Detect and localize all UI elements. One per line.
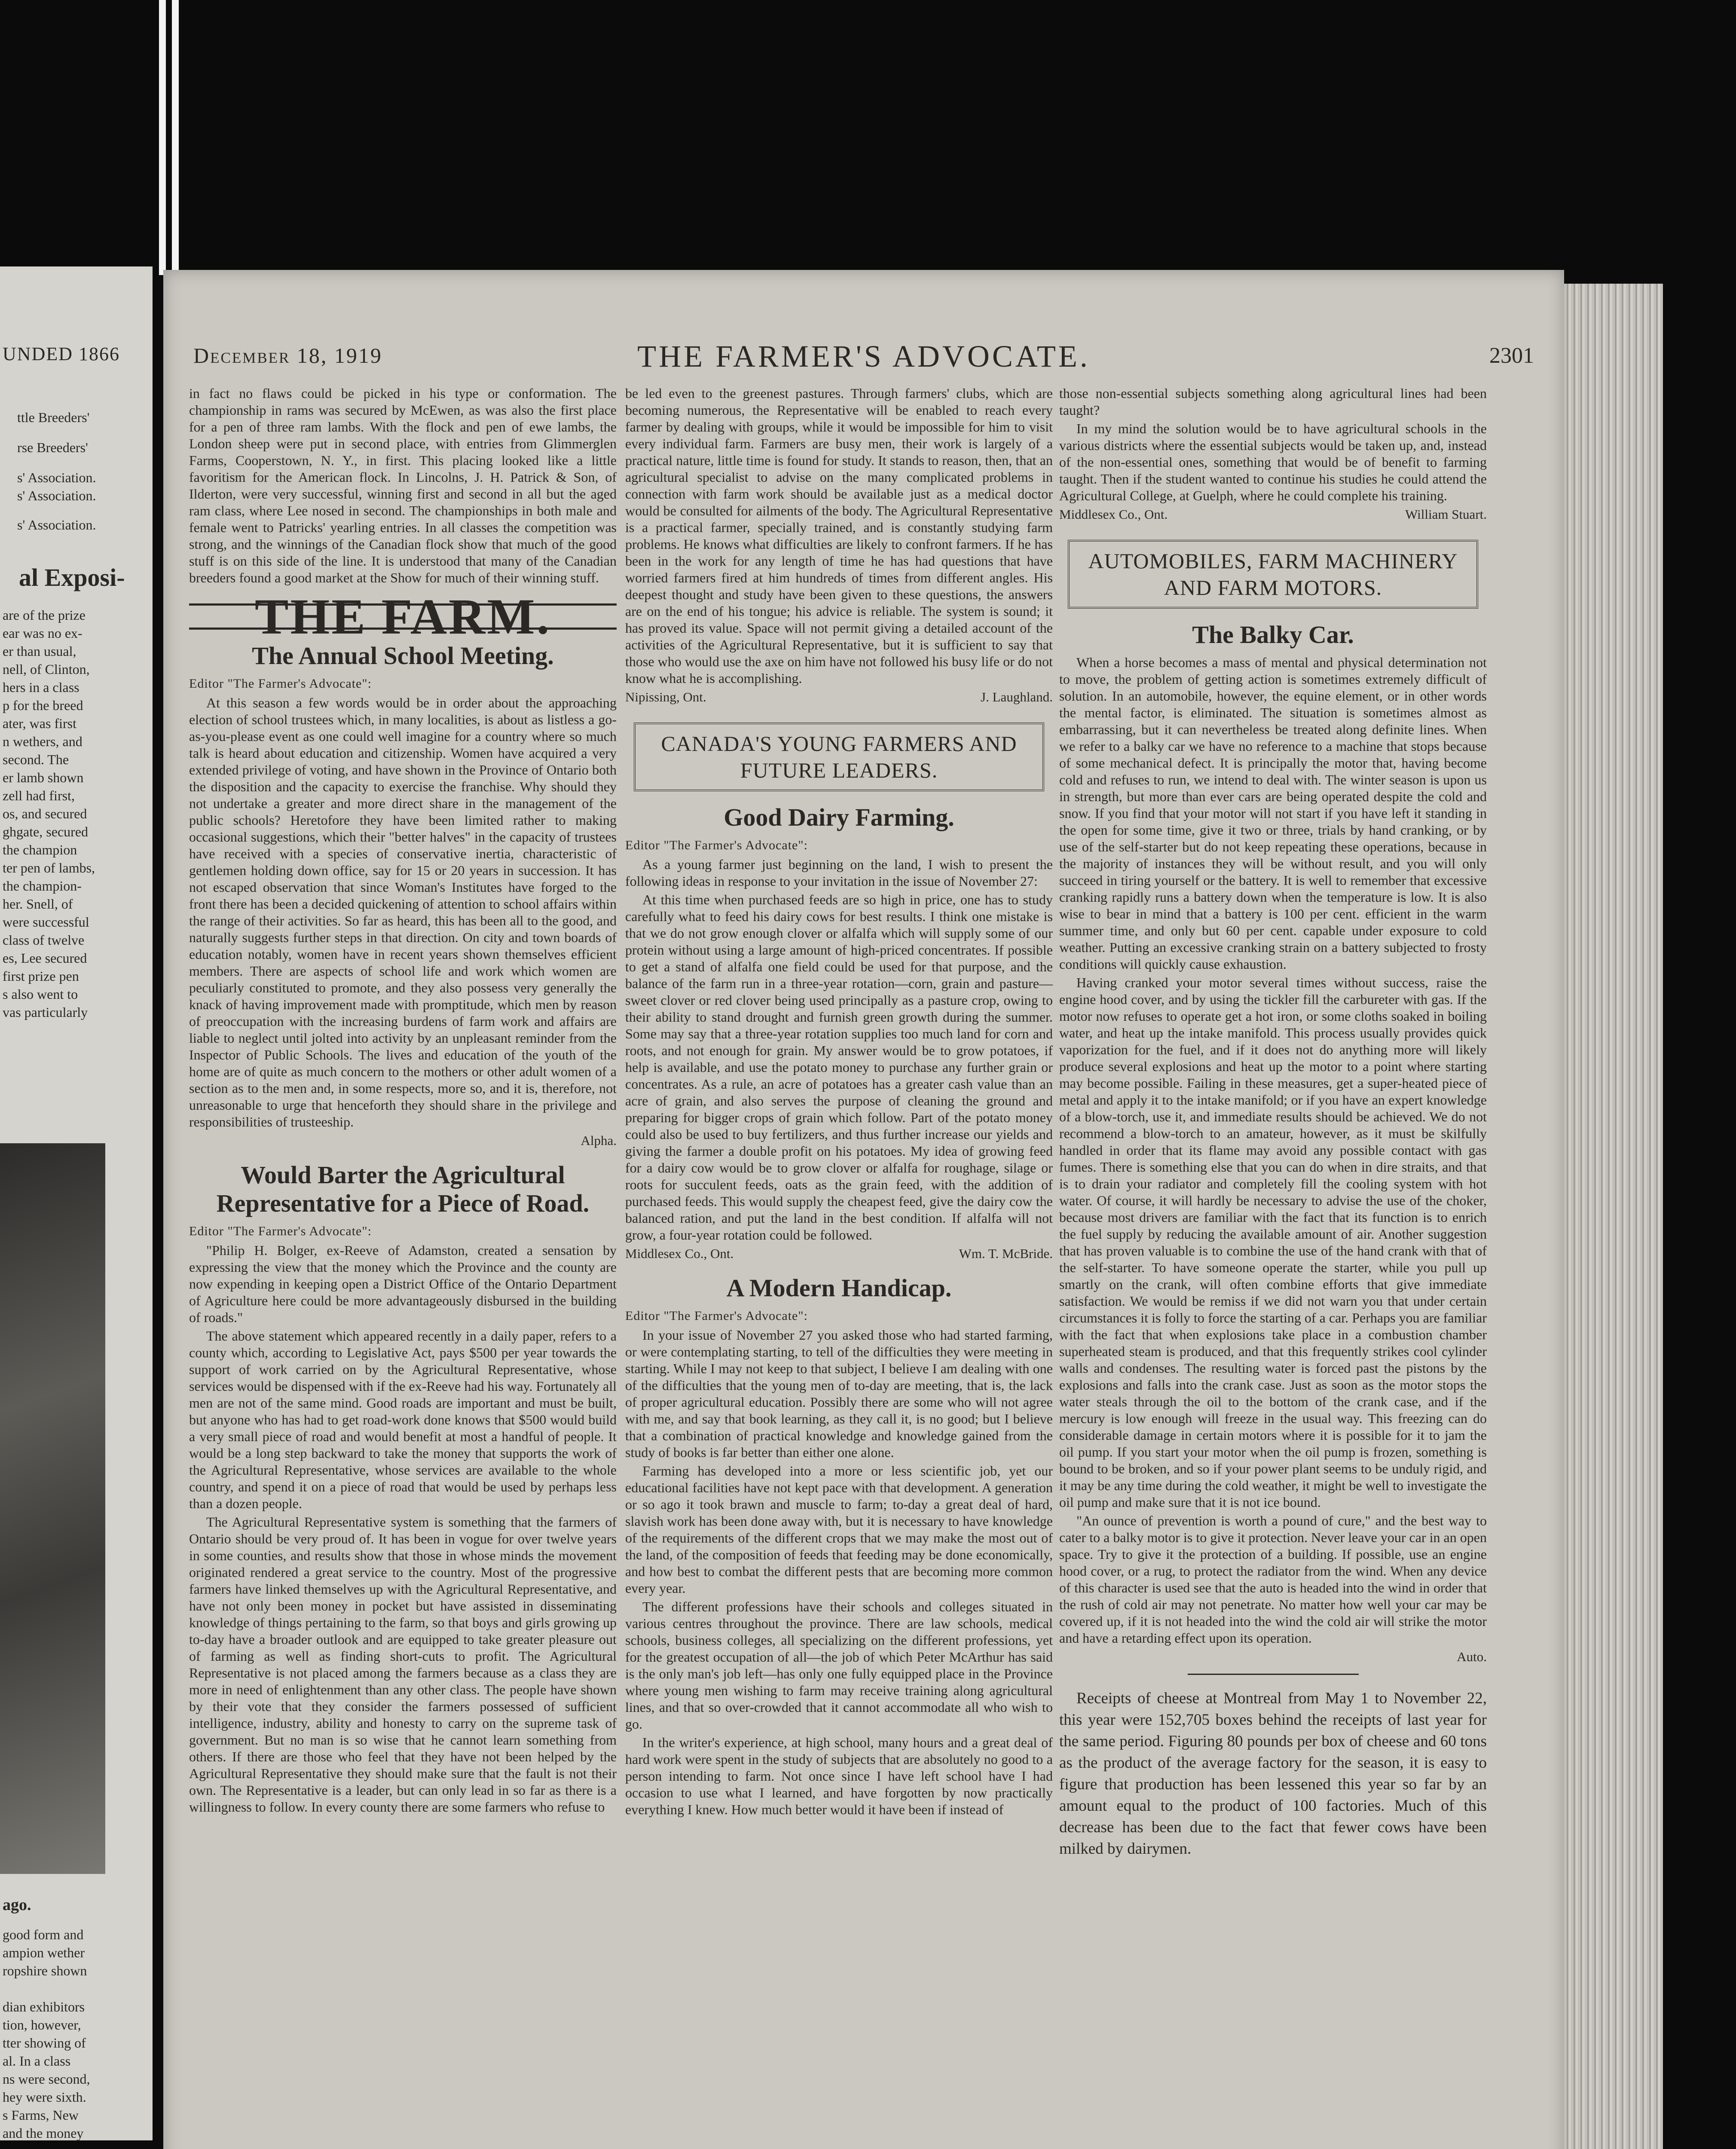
article-title: The Balky Car.	[1192, 621, 1354, 649]
fragment-line: s Farms, New	[3, 2107, 79, 2123]
page-header	[193, 339, 1534, 377]
fragment-line: ampion wether	[3, 1945, 85, 1960]
article-title: Would Barter the Agricultural Representative for a Piece of Road.	[216, 1161, 590, 1217]
signature	[189, 1132, 617, 1149]
continued-paragraph: In my mind the solution would be to have agricultural schools in the various districts where the essential subjects would be taken up, and, instead of the non-essential ones, something that would be of benefit to farming taught. Then if the student wanted to continue his studies he could attend the Agricultural College, at Guelph, where he could complete his training.	[1059, 421, 1487, 503]
fragment-line: the champion	[3, 842, 77, 857]
fragment-line: class of twelve	[3, 932, 85, 948]
article-paragraph: As a young farmer just beginning on the land, I wish to present the following ideas in response to your invitation in the issue of November 27:	[625, 857, 1053, 889]
fragment-line: s' Association.	[17, 517, 96, 533]
fragment-line: os, and secured	[3, 806, 87, 821]
fragment-line: second. The	[3, 752, 69, 767]
signature-place: Middlesex Co., Ont.	[1059, 507, 1168, 522]
fragment-line: were successful	[3, 914, 89, 930]
fragment-line: ghgate, secured	[3, 824, 89, 839]
fragment-line: vas particularly	[3, 1004, 88, 1020]
signature	[1059, 1648, 1487, 1665]
signature	[1059, 506, 1487, 523]
divider	[1188, 1674, 1359, 1675]
article-paragraph: When a horse becomes a mass of mental and physical determination not to move, the problem of getting action is sometimes extremely difficult of solution. In an automobile, however, the equine element, or in other words the mental factor, is eliminated. The situation is sometimes almost as embarrassing, but it can nevertheless be treated along definite lines. When we refer to a balky car we have no reference to a machine that stops because of some mechanical defect. It is principally the motor that, having become cold and refuses to run, we intend to deal with. The winter season is upon us in strength, but more than ever cars are being operated despite the cold and snow. If you find that your motor will not start if you have left it standing in the open for some time, give it two or three, trials by hand cranking, or by use of the self-starter but do not keep repeating these operations, because in the majority of instances they will be without result, and you will only succeed in tiring yourself or the battery. It is well to remember that excessive cranking rapidly runs a battery down when the temperature is low. It is also wise to bear in mind that a battery is 100 per cent. efficient in the warm summer time, and only but 60 per cent. capable under exposure to cold weather. Putting an excessive cranking strain on a battery subjected to frosty conditions will quickly cause exhaustion.	[1059, 655, 1487, 972]
column-2	[625, 385, 1053, 1820]
article-paragraph: Farming has developed into a more or less scientific job, yet our educational facilities have not kept pace with that development. A generation or so ago it took brawn and muscle to farm; to-day a great deal of hard, slavish work has been done away with, but it is necessary to have knowledge of the requirements of the different crops that we may make the most out of the land, of the composition of feeds that feeding may be done economically, and how best to combat the different pests that are becoming more common every year.	[625, 1463, 1053, 1596]
fragment-column	[3, 606, 95, 1021]
signature-name: J. Laughland.	[981, 689, 1053, 704]
fragment-line: ropshire shown	[3, 1963, 87, 1978]
section-title: THE FARM.	[189, 603, 617, 630]
fragment-line: are of the prize	[3, 607, 86, 623]
article-paragraph: "Philip H. Bolger, ex-Reeve of Adamston, created a sensation by expressing the view that the money which the Province and the county are now expending in keeping open a District Office of the Ontario Department of Agriculture here could be more advantageously disbursed in the building of roads."	[189, 1243, 617, 1325]
article-paragraph: In the writer's experience, at high school, many hours and a great deal of hard work were spent in the study of subjects that are absolutely no good to a person intending to farm. Not once since I have left school have I had occasion to use what I learned, and have forgotten by now practically everything I knew. How much better would it have been if instead of	[625, 1735, 1053, 1817]
issue-date: December 18, 1919	[193, 343, 382, 367]
article-paragraph: "An ounce of prevention is worth a pound of cure," and the best way to cater to a balky motor is to give it protection. Never leave your car in an open space. Try to give it the protection of a building. If possible, use an engine hood cover, or a rug, to protect the radiator from the wind. When any device of this character is used see that the auto is headed into the wind in order that the rush of cold air may not penetrate. No matter how well your car may be covered up, if it is not headed into the wind the cold air will strike the motor and have a retarding effect upon its operation.	[1059, 1513, 1487, 1646]
editor-line: Editor "The Farmer's Advocate":	[625, 1309, 808, 1323]
fragment-line: hers in a class	[3, 680, 79, 695]
article-paragraph: The different professions have their schools and colleges situated in various centres throughout the province. There are law schools, medical schools, business colleges, all specializing on the different professions, yet for the greatest occupation of all—the job of which Peter McArthur has said is the only man's job left—has only one fully equipped place in the Province where young men wishing to farm may receive training along agricultural lines, and that so over-crowded that it cannot accommodate all who wish to go.	[625, 1599, 1053, 1732]
editor-line: Editor "The Farmer's Advocate":	[625, 838, 808, 852]
fragment-line: rse Breeders'	[17, 440, 88, 455]
signature	[625, 689, 1053, 705]
continued-paragraph: be led even to the greenest pastures. Through farmers' clubs, which are becoming numerous, the Representative will be enabled to reach every farmer by dealing with groups, while it would be impossible for him to visit every individual farm. Farmers are busy men, their work is largely of a practical nature, little time is found for study. It stands to reason, then, that an agricultural specialist to advise on the many complicated problems in connection with farm work should be available just as a medical doctor would be consulted for ailments of the body. The Agricultural Representative is a practical farmer, specially trained, and is constantly studying farm problems. He knows what difficulties are likely to confront farmers. If he has been in the work for any length of time he has had questions that have worried farmers fired at him hundreds of times from different angles. His deepest thought and study have been given to these questions, the answers are on the end of his tongue; his advice is reliable. The system is sound; it has proved its value. Space will not permit giving a detailed account of the activities of the Agricultural Representative, but it is sufficient to say that those who would use the axe on him have not followed his busy life or do not know what he is accomplishing.	[625, 386, 1053, 686]
photo-caption-fragment: ago.	[3, 1896, 31, 1914]
fragment-line: dian exhibitors	[3, 1999, 85, 2014]
signature-name: Auto.	[1457, 1649, 1487, 1664]
fragment-line: s' Association.	[17, 488, 96, 503]
fragment-line: er than usual,	[3, 643, 76, 659]
fragment-line: ns were second,	[3, 2071, 90, 2087]
signature-place: Nipissing, Ont.	[625, 689, 706, 704]
editor-line: Editor "The Farmer's Advocate":	[189, 677, 372, 691]
continued-paragraph: in fact no flaws could be picked in his type or conformation. The championship in rams was secured by McEwen, as was also the first place for a pen of three ram lambs. With the flock and pen of ewe lambs, the London sheep were put in second place, with entries from Glimmerglen Farms, Cooperstown, N. Y., in first. This placing looked like a little favoritism for the American flock. In Lincolns, J. H. Patrick & Son, of Ilderton, were very successful, winning first and second in all but the aged ram class, where Lee nosed in second. The championships in both male and female went to Patricks' yearling entries. In all classes the competition was strong, and the winnings of the Canadian flock show that much of the good stuff is on this side of the line. It is understood that many of the Canadian breeders found a good market at the Show for much of their winning stuff.	[189, 386, 617, 585]
signature-name: Alpha.	[581, 1133, 617, 1148]
signature	[625, 1245, 1053, 1262]
article-paragraph: The Agricultural Representative system is something that the farmers of Ontario should be very proud of. It has been in vogue for over twelve years in some counties, and results show that those in whose minds the movement originated rendered a great service to the country. Most of the progressive farmers have linked themselves up with the Agricultural Representative, and have not only been money in pocket but have assisted in disseminating knowledge of things pertaining to the farm, so that boys and girls growing up to-day have a broader outlook and are equipped to take greater pleasure out of farming as well as finding short-cuts to profit. The Agricultural Representative is not placed among the farmers because as a class they are more in need of enlightenment than any other class. The people have shown by their vote that they consider the farmers possessed of sufficient intelligence, industry, ability and honesty to carry on the supreme task of government. But no man is so wise that he cannot learn something from others. If there are those who feel that they have not been helped by the Agricultural Representative they should make sure that the fault is not their own. The Representative is a leader, but can only lead in so far as there is a willingness to follow. In every county there are some farmers who refuse to	[189, 1514, 617, 1815]
article-paragraph: Having cranked your motor several times without success, raise the engine hood cover, and by using the tickler fill the carbureter with gas. If the motor now refuses to operate get a hot iron, or some cloths soaked in boiling water, and heat up the intake manifold. This process usually provides quick vaporization for the fuel, and if it does not do anything more will likely produce several explosions and heat up the motor to a point where starting may become possible. Failing in these measures, get a super-heated piece of metal and apply it to the intake manifold; or if you have an expert knowledge of a blow-torch, use it, and immediate results should be achieved. We do not recommend a blow-torch to an amateur, however, as it must be skilfully handled in order that its flame may avoid any possible contact with gas fumes. There is something else that you can do when in dire straits, and that is to drain your radiator and completely fill the cooling system with hot water. Of course, it will hardly be necessary to advise the use of the choker, because most drivers are familiar with the fact that its function is to enrich the fuel supply by reducing the available amount of air. Another suggestion that has proven valuable is to combine the use of the hand crank with that of the self-starter. To have someone operate the starter, while you pull up smartly on the crank, will often combine efforts that give immediate satisfaction. We would be remiss if we did not warn you that under certain circumstances it is folly to force the starting of a car. Perhaps you are familiar with the fact that when explosions take place in a combustion chamber superheated steam is produced, and that this frequently strikes cool cylinder walls and condenses. The resulting water is forced past the pistons by the explosions and falls into the crank case. Just as soon as the motor stops the water steals through the oil to the bottom of the crank case, and if the mercury is low enough will freeze in the usual way. This freezing can do considerable damage in certain motors where it is possible for it to jam the oil pump. If you start your motor when the oil pump is frozen, something is bound to be broken, and so if your power plant seems to be unduly rigid, and it may be any time during the cold weather, it might be well to investigate the oil pump and make sure that it is not ice bound.	[1059, 975, 1487, 1510]
fragment-line	[3, 1980, 149, 1998]
fragment-line: ear was no ex-	[3, 625, 83, 641]
fragment-line: the champion-	[3, 878, 82, 894]
article-paragraph: At this time when purchased feeds are so high in price, one has to study carefully what to feed his dairy cows for best results. I think one mistake is that we do not grow enough clover or alfalfa which will supply some of our protein without using a large amount of high-priced concentrates. If possible to get a stand of alfalfa one field could be used for that purpose, and the balance of the farm run in a three-year rotation—corn, grain and pasture—sweet clover or red clover being used principally as a pasture crop, owing to their ability to stand drought and furnish green growth during the summer. Some may say that a three-year rotation supplies too much land for corn and roots, and not enough for grain. My answer would be to grow potatoes, if help is available, and use the potato money to purchase any further grain or concentrates. As a rule, an acre of potatoes has a greater cash value than an acre of grain, and also serves the purpose of cleaning the ground and preparing for bigger crops of grain which follow. Part of the potato money could also be used to buy fertilizers, and thus further increase our yields and giving the farmer a double profit on his potatoes. My idea of growing feed for a dairy cow would be to grow clover or alfalfa for roughage, silage or roots for succulent feeds, oats as the grain feed, with the addition of purchased feeds. This would supply the cheapest feed, give the dairy cow the balanced ration, and put the land in the best condition. If alfalfa will not grow, a four-year rotation could be followed.	[625, 892, 1053, 1243]
article-paragraph: At this season a few words would be in order about the approaching election of school trustees which, in many localities, is about as listless a go-as-you-please event as one could well imagine for a country where so much talk is heard about education and citizenship. Women have acquired a very extended privilege of voting, and have shown in the Province of Ontario both the disposition and the capacity to exercise the franchise. Why should they not undertake a greater and more direct share in the management of the public schools? Heretofore they have been limited rather to making occasional suggestions, which their "better halves" in the capacity of trustees have received with a species of conservative inertia, characteristic of gentlemen holding down office, say for 15 or 20 years in succession. It has not escaped observation that since Woman's Institutes have forged to the front there has been a decided quickening of attention to school affairs within the range of their activities. So far as heard, this has been all to the good, and naturally suggests further steps in that direction. On city and town boards of education notably, women have in recent years shown themselves efficient members. There are aspects of school life and work which women are peculiarly constituted to promote, and they also possess very generally the knack of having improvement made with promptitude, which men by reason of preoccupation with the increasing burdens of farm work and affairs are liable to neglect until jolted into activity by an unpleasant reminder from the Inspector of Public Schools. The lives and education of the youth of the home are of quite as much concern to the mothers or other adult women of a section as to the men and, in some respects, more so, and it is, therefore, not unreasonable to urge that henceforth they should share in the privilege and responsibilities of trusteeship.	[189, 695, 617, 1130]
fragment-line: ttle Breeders'	[17, 410, 90, 425]
article-title: A Modern Handicap.	[726, 1274, 952, 1302]
previous-page-fragment	[0, 266, 153, 2140]
column-1	[189, 385, 617, 1817]
fragment-line: n wethers, and	[3, 734, 83, 749]
fragment-column-lower	[3, 1926, 149, 2140]
news-note	[1059, 1688, 1487, 1860]
fragment-line: her. Snell, of	[3, 896, 73, 912]
fragment-line: good form and	[3, 1927, 84, 1942]
continued-paragraph: those non-essential subjects something along agricultural lines had been taught?	[1059, 386, 1487, 418]
fragment-line: es, Lee secured	[3, 950, 87, 966]
fragment-line: ater, was first	[3, 716, 76, 731]
fragment-line: al. In a class	[3, 2053, 71, 2069]
note-paragraph: Receipts of cheese at Montreal from May 1 to November 22, this year were 152,705 boxes behind the receipts of last year for the same period. Figuring 80 pounds per box of cheese and 60 tons as the product of the average factory for the season, it is easy to figure that production has been lessened this year so far by an amount equal to the product of 100 factories. Much of this decrease has been due to the fact that fewer cows have been milked by dairymen.	[1059, 1690, 1487, 1858]
fragment-line: first prize pen	[3, 968, 79, 984]
previous-page-header: UNDED 1866	[3, 343, 120, 364]
signature-place: Middlesex Co., Ont.	[625, 1246, 734, 1261]
fragment-line: and the money	[3, 2125, 84, 2140]
column-3	[1059, 385, 1487, 1860]
article-paragraph: The above statement which appeared recently in a daily paper, refers to a county which, according to Legislative Act, pays $500 per year towards the support of work carried on by the Agricultural Representative, whose services would be dispensed with if the ex-Reeve had his way. Fortunately all men are not of the same mind. Good roads are important and must be built, but anyone who has had to get road-work done knows that $500 would build a very small piece of road and would benefit at most a handful of people. It would be a long step backward to take the money that supports the work of the Agricultural Representative, whose services are available to the whole country, and spend it on a piece of road that would be used by perhaps less than a dozen people.	[189, 1328, 617, 1511]
fragment-line: p for the breed	[3, 698, 83, 713]
masthead-title: THE FARMER'S ADVOCATE.	[637, 339, 1090, 373]
fragment-line: ter pen of lambs,	[3, 860, 95, 876]
newspaper-page	[163, 270, 1564, 2149]
signature-name: Wm. T. McBride.	[959, 1246, 1053, 1261]
editor-line: Editor "The Farmer's Advocate":	[189, 1224, 372, 1238]
signature-name: William Stuart.	[1405, 507, 1487, 522]
fragment-line: tion, however,	[3, 2017, 81, 2033]
article-title: The Annual School Meeting.	[252, 642, 554, 670]
fragment-line: er lamb shown	[3, 770, 84, 785]
boxed-section-heading: CANADA'S YOUNG FARMERS AND FUTURE LEADERS.	[634, 722, 1044, 791]
page-number: 2301	[1489, 343, 1534, 368]
fragment-line: s also went to	[3, 986, 78, 1002]
fragment-line: s' Association.	[17, 470, 96, 485]
fragment-line: hey were sixth.	[3, 2089, 86, 2105]
photograph	[0, 1143, 105, 1874]
fragment-line: nell, of Clinton,	[3, 661, 90, 677]
fragment-line: tter showing of	[3, 2035, 86, 2051]
boxed-section-heading: AUTOMOBILES, FARM MACHINERY AND FARM MOTORS.	[1068, 540, 1478, 609]
article-paragraph: In your issue of November 27 you asked those who had started farming, or were contemplating starting, to tell of the difficulties they were meeting in starting. While I may not keep to that subject, I believe I am dealing with one of the difficulties that the young men of to-day are meeting, that is, the lack of proper agricultural education. Possibly there are some who will not agree with me, and say that book learning, as they call it, is no good; but I believe that a combination of practical knowledge and knowledge gained from the study of books is far better than either one alone.	[625, 1327, 1053, 1460]
fragment-heading: al Exposi-	[19, 563, 125, 591]
page-edge	[1564, 284, 1663, 2149]
fragment-line: zell had first,	[3, 788, 75, 803]
article-title: Good Dairy Farming.	[724, 803, 954, 831]
